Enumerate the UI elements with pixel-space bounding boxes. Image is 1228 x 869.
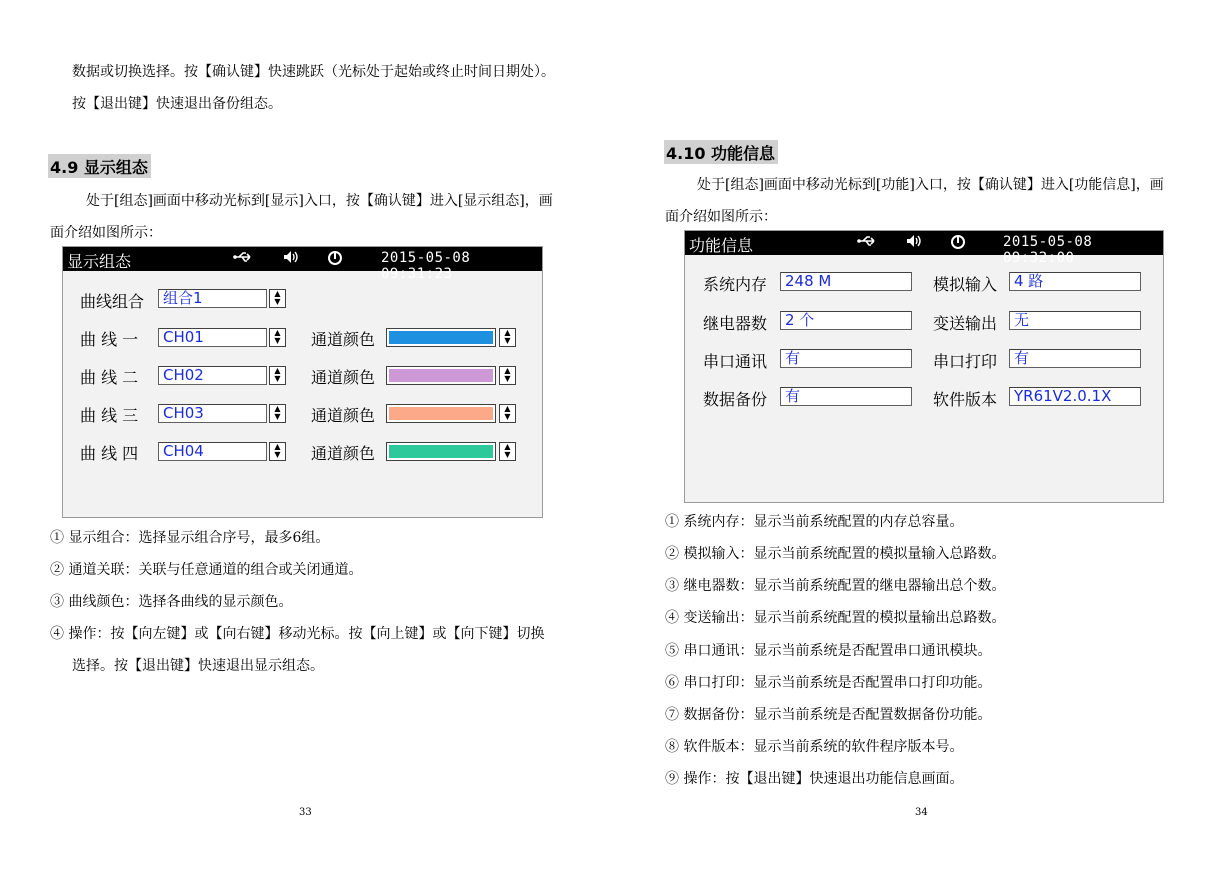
page-number-right: 34 — [915, 807, 928, 818]
right-note-9: ⑨ 操作：按【退出键】快速退出功能信息画面。 — [665, 771, 964, 787]
spinner-arrows-icon: ▲ ▼ — [504, 442, 511, 459]
left-note-4: ④ 操作：按【向左键】或【向右键】移动光标。按【向上键】或【向下键】切换 — [50, 626, 545, 642]
curve-channel-field[interactable]: CH04 — [158, 442, 267, 461]
channel-color-label: 通道颜色 — [311, 330, 376, 349]
spinner-arrows-icon: ▲ ▼ — [274, 328, 281, 345]
channel-color-field[interactable] — [386, 366, 496, 385]
info-label: 软件版本 — [933, 390, 998, 409]
function-info-screen — [684, 230, 1164, 503]
spinner-arrows-icon: ▲ ▼ — [274, 289, 281, 306]
screen-datetime: 2015-05-08 09:31:23 — [381, 250, 471, 282]
info-value: 2 个 — [780, 311, 912, 330]
intro-line-1: 数据或切换选择。按【确认键】快速跳跃（光标处于起始或终止时间日期处）。 — [72, 64, 555, 80]
screen-title: 功能信息 — [689, 236, 754, 255]
spinner-arrows-icon: ▲ ▼ — [274, 404, 281, 421]
curve-channel-spinner[interactable] — [269, 442, 286, 461]
section-4-10-para-line-1: 处于[组态]画面中移动光标到[功能]入口，按【确认键】进入[功能信息]，画 — [697, 177, 1164, 193]
spinner-arrows-icon: ▲ ▼ — [274, 442, 281, 459]
curve-channel-field[interactable]: CH03 — [158, 404, 267, 423]
curve-channel-field[interactable]: CH02 — [158, 366, 267, 385]
spinner-arrows-icon: ▲ ▼ — [504, 404, 511, 421]
info-label: 数据备份 — [703, 390, 768, 409]
screen-title-bar — [685, 231, 1163, 266]
usb-icon — [233, 250, 255, 268]
power-icon — [327, 250, 343, 270]
power-icon — [950, 234, 966, 254]
curve-group-label: 曲线组合 — [80, 292, 145, 311]
section-4-9-para-line-2: 面介绍如图所示： — [50, 225, 162, 241]
info-label: 变送输出 — [933, 314, 998, 333]
section-title-4-10: 4.10 功能信息 — [664, 140, 778, 164]
curve-channel-spinner[interactable] — [269, 404, 286, 423]
channel-color-label: 通道颜色 — [311, 368, 376, 387]
page-number-left: 33 — [299, 807, 312, 818]
curve-channel-spinner[interactable] — [269, 366, 286, 385]
screen-title-bar — [63, 247, 542, 282]
intro-line-2: 按【退出键】快速退出备份组态。 — [72, 96, 282, 112]
curve-channel-field[interactable]: CH01 — [158, 328, 267, 347]
right-note-7: ⑦ 数据备份：显示当前系统是否配置数据备份功能。 — [665, 707, 992, 723]
left-note-3: ③ 曲线颜色：选择各曲线的显示颜色。 — [50, 594, 293, 610]
info-value: 4 路 — [1009, 272, 1141, 291]
info-value: 有 — [1009, 349, 1141, 368]
channel-color-field[interactable] — [386, 328, 496, 347]
right-note-2: ② 模拟输入：显示当前系统配置的模拟量输入总路数。 — [665, 546, 1006, 562]
curve-label: 曲 线 三 — [80, 406, 139, 425]
display-config-screen — [62, 246, 543, 518]
left-note-2: ② 通道关联：关联与任意通道的组合或关闭通道。 — [50, 562, 363, 578]
right-note-3: ③ 继电器数：显示当前系统配置的继电器输出总个数。 — [665, 578, 1006, 594]
info-value: YR61V2.0.1X — [1009, 387, 1141, 406]
info-value: 无 — [1009, 311, 1141, 330]
screen-title: 显示组态 — [67, 252, 132, 271]
section-4-10-para-line-2: 面介绍如图所示： — [665, 209, 777, 225]
spinner-arrows-icon: ▲ ▼ — [504, 366, 511, 383]
left-note-1: ① 显示组合：选择显示组合序号，最多6组。 — [50, 530, 330, 546]
info-label: 串口通讯 — [703, 352, 768, 371]
color-swatch — [389, 445, 493, 458]
right-note-6: ⑥ 串口打印：显示当前系统是否配置串口打印功能。 — [665, 675, 992, 691]
channel-color-field[interactable] — [386, 442, 496, 461]
curve-label: 曲 线 一 — [80, 330, 139, 349]
info-label: 系统内存 — [703, 275, 768, 294]
info-value: 有 — [780, 387, 912, 406]
color-swatch — [389, 407, 493, 420]
curve-channel-spinner[interactable] — [269, 328, 286, 347]
section-title-4-9: 4.9 显示组态 — [48, 154, 151, 178]
screen-datetime: 2015-05-08 09:32:00 — [1003, 234, 1093, 266]
right-note-4: ④ 变送输出：显示当前系统配置的模拟量输出总路数。 — [665, 610, 1006, 626]
speaker-icon — [905, 234, 923, 252]
right-note-8: ⑧ 软件版本：显示当前系统的软件程序版本号。 — [665, 739, 964, 755]
speaker-icon — [282, 250, 300, 268]
info-value: 248 M — [780, 272, 912, 291]
channel-color-label: 通道颜色 — [311, 444, 376, 463]
usb-icon — [857, 234, 879, 252]
channel-color-label: 通道颜色 — [311, 406, 376, 425]
curve-group-field[interactable]: 组合1 — [158, 289, 267, 308]
curve-label: 曲 线 二 — [80, 368, 139, 387]
info-label: 串口打印 — [933, 352, 998, 371]
info-label: 模拟输入 — [933, 275, 998, 294]
color-swatch — [389, 369, 493, 382]
curve-group-spinner[interactable] — [269, 289, 286, 308]
channel-color-spinner[interactable] — [499, 328, 516, 347]
spinner-arrows-icon: ▲ ▼ — [274, 366, 281, 383]
channel-color-spinner[interactable] — [499, 442, 516, 461]
curve-label: 曲 线 四 — [80, 444, 139, 463]
channel-color-field[interactable] — [386, 404, 496, 423]
color-swatch — [389, 331, 493, 344]
left-note-4-cont: 选择。按【退出键】快速退出显示组态。 — [72, 658, 324, 674]
channel-color-spinner[interactable] — [499, 404, 516, 423]
channel-color-spinner[interactable] — [499, 366, 516, 385]
info-label: 继电器数 — [703, 314, 768, 333]
spinner-arrows-icon: ▲ ▼ — [504, 328, 511, 345]
right-note-5: ⑤ 串口通讯：显示当前系统是否配置串口通讯模块。 — [665, 643, 992, 659]
section-4-9-para-line-1: 处于[组态]画面中移动光标到[显示]入口，按【确认键】进入[显示组态]，画 — [86, 193, 553, 209]
right-note-1: ① 系统内存：显示当前系统配置的内存总容量。 — [665, 514, 964, 530]
info-value: 有 — [780, 349, 912, 368]
